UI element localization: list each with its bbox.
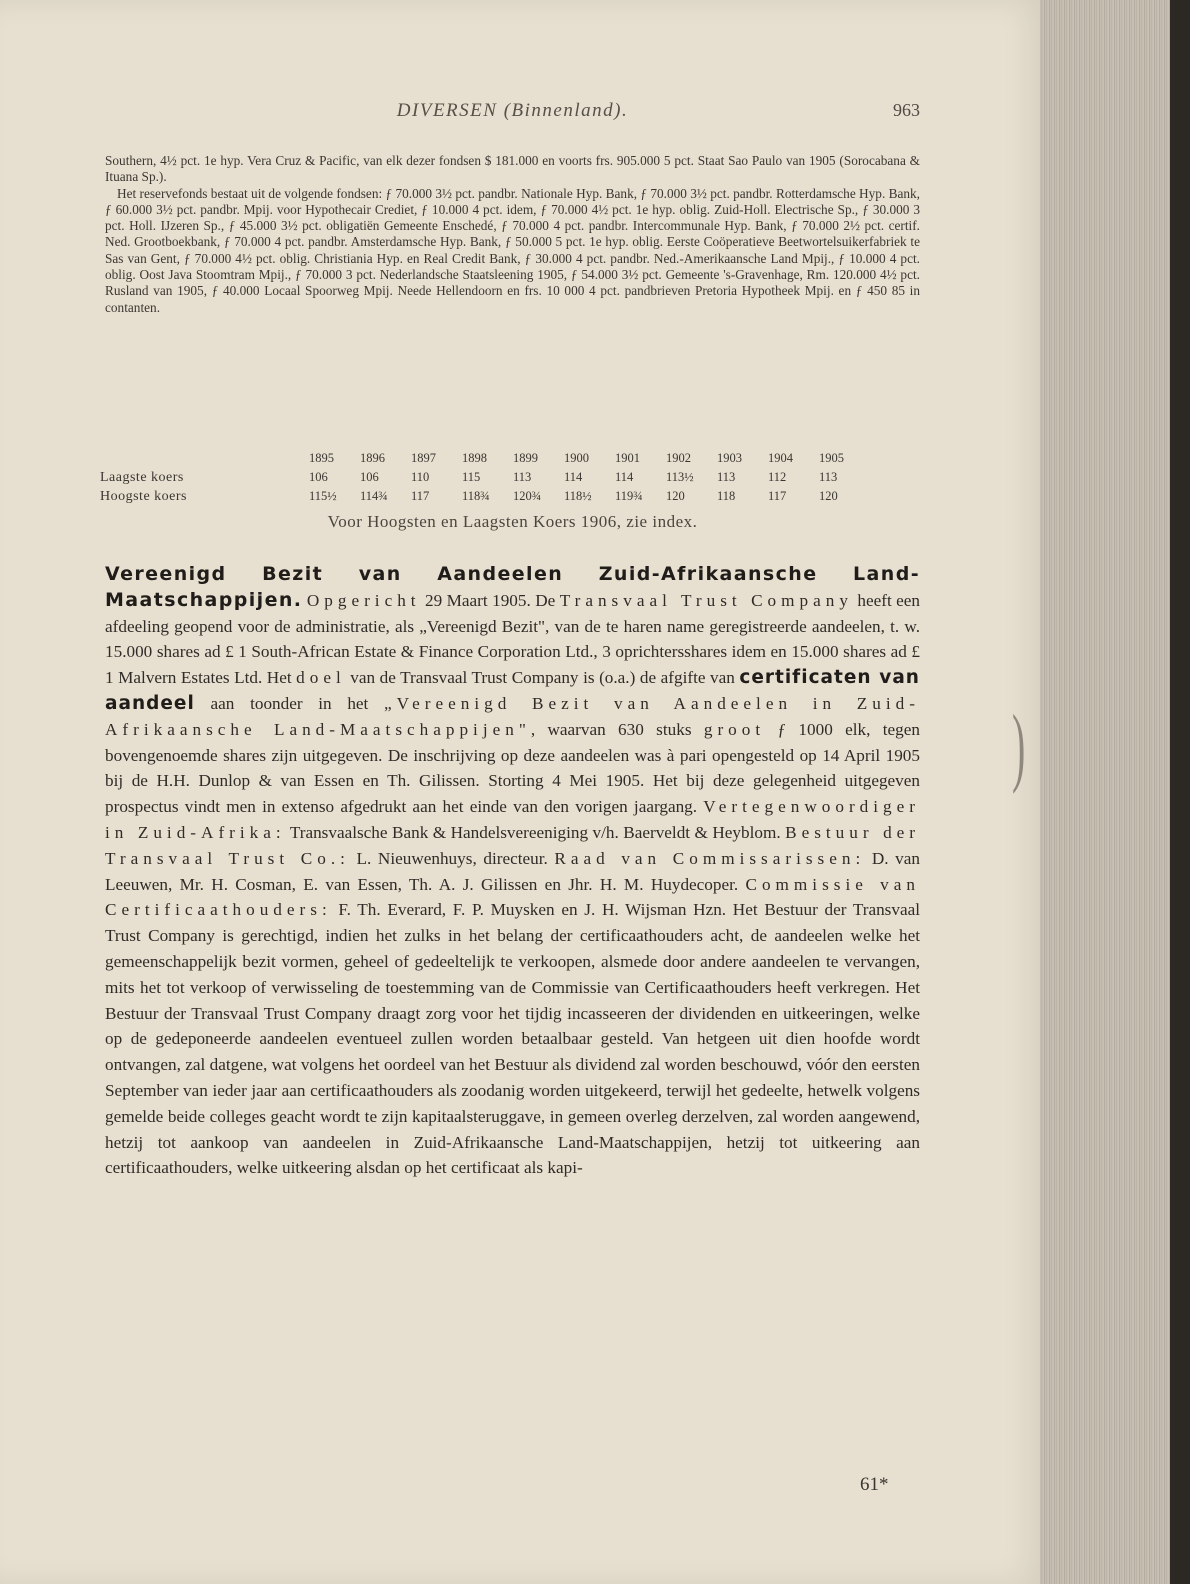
- row-label: Laagste koers: [100, 469, 184, 485]
- koers-value: 115: [462, 470, 481, 484]
- koers-value: 118: [717, 489, 736, 503]
- body-text: D. van Leeuwen, Mr. H. Cosman, E. van Essen, Th. A. J. Gilissen en Jhr. H. M. Huydecoper.: [105, 848, 920, 894]
- body-text: aan toonder in het: [194, 693, 385, 713]
- body-text: , waarvan 630 stuks: [530, 719, 704, 739]
- year-cell: 1903: [717, 451, 742, 465]
- year-cell: 1897: [411, 451, 436, 465]
- reserve-fund-section: [105, 153, 920, 316]
- koers-value: 119¾: [615, 489, 643, 503]
- koers-value: 106: [309, 470, 328, 484]
- laagste-koers-row: [100, 468, 870, 487]
- koers-value: 112: [768, 470, 787, 484]
- vertegenwoordiger-label: Vertegenwoordiger in Zuid-Afrika:: [105, 797, 920, 842]
- koers-value: 114¾: [360, 489, 388, 503]
- year-cell: 1902: [666, 451, 691, 465]
- koers-value: 120¾: [513, 489, 542, 503]
- koers-value: 120: [666, 489, 685, 503]
- year-cell: 1900: [564, 451, 589, 465]
- page-number: 963: [893, 100, 920, 120]
- doel-label: doel: [296, 668, 346, 688]
- koers-table: [100, 449, 870, 506]
- year-cell: 1898: [462, 451, 487, 465]
- koers-value: 117: [411, 489, 430, 503]
- koers-value: 114: [564, 470, 583, 484]
- trust-company-name: Transvaal Trust Company: [559, 590, 853, 610]
- koers-value: 110: [411, 470, 430, 484]
- body-text: heeft een afdeeling geopend voor de administratie, als „Vereenigd Bezit", van de te haren name geregistreerde aandeelen, t. w. 15.000 shares ad £ 1 South-African Estate & Finance Corporation Ltd., 3 oprichtersshares idem en 15.000 shares ad £ 1 Malvern Estates Ltd. Het: [105, 590, 921, 688]
- koers-value: 115½: [309, 489, 337, 503]
- koers-value: 114: [615, 470, 634, 484]
- hoogste-koers-row: [100, 487, 870, 506]
- koers-value: 117: [768, 489, 787, 503]
- bestuur-label: Bestuur der Transvaal Trust Co.:: [105, 822, 921, 868]
- koers-note: Voor Hoogsten en Laagsten Koers 1906, zie index.: [327, 512, 698, 531]
- koers-value: 113: [819, 470, 838, 484]
- book-cover-edge: [1170, 0, 1190, 1584]
- page-header: [105, 100, 920, 126]
- year-cell: 1905: [819, 451, 844, 465]
- running-head: DIVERSEN (Binnenland).: [396, 100, 629, 121]
- page-stack-edge: [1040, 0, 1190, 1584]
- body-text: 29 Maart 1905. De: [420, 590, 560, 610]
- intro-paragraph: Southern, 4½ pct. 1e hyp. Vera Cruz & Pacific, van elk dezer fondsen $ 181.000 en voorts frs. 905.000 5 pct. Staat Sao Paulo van 1905 (Sorocabana & Ituana Sp.).: [105, 153, 920, 185]
- year-header-blank: [100, 449, 309, 468]
- certificaten-label: certificaten van aandeel: [105, 667, 920, 714]
- raad-label: Raad van Commissarissen:: [554, 848, 866, 868]
- koers-value: 113: [717, 470, 736, 484]
- groot-label: groot: [703, 719, 766, 739]
- year-cell: 1904: [768, 451, 793, 465]
- body-text: van de Transvaal Trust Company is (o.a.) de afgifte van: [345, 668, 740, 688]
- body-text: Transvaalsche Bank & Handelsvereeniging v/h. Baerveldt & Heyblom.: [285, 822, 786, 842]
- body-text: ƒ 1000 elk, tegen bovengenoemde shares zijn uitgegeven. De inschrijving op deze aandeelen was à pari opengesteld op 14 April 1905 bij de H.H. Dunlop & van Essen en Th. Gilissen. Storting 4 Mei 1905. Het bij deze gelegenheid uitgegeven prospectus vindt men in extenso afgedrukt aan het einde van den vorigen jaargang.: [105, 719, 920, 817]
- body-text: F. Th. Everard, F. P. Muysken en J. H. Wijsman Hzn. Het Bestuur der Transvaal Trust Company is gerechtigd, indien het zulks in het belang der certificaathouders acht, de aandeelen welke het gemeenschappelijk bezit vormen, geheel of gedeeltelijk te verkoopen, alsmede door andere aandeelen te vervangen, mits het tot verkoop of verwisseling de toestemming van de Commissie van Certificaathouders heeft verkregen. Het Bestuur der Transvaal Trust Company draagt zorg voor het tijdig incasseeren der dividenden en uitkeeringen, welke op de gedeponeerde aandeelen eventueel zullen worden betaalbaar gesteld. Van hetgeen uit dien hoofde wordt ontvangen, zal datgene, wat volgens het oordeel van het Bestuur als dividend zal worden beschouwd, vóór den eersten September van ieder jaar aan certificaathouders als zoodanig worden uitgekeerd, terwijl het gedeelte, hetwelk volgens gemelde beide colleges geacht wordt te zijn kapitaalsteruggave, in gemeen overleg derzelven, zal worden aangewend, hetzij tot aankoop van aandeelen in Zuid-Afrikaansche Land-Maatschappijen, hetzij tot uitkeering aan certificaathouders, welke uitkeering alsdan op het certificaat als kapi-: [105, 900, 920, 1178]
- body-text: L. Nieuwenhuys, directeur.: [349, 848, 555, 868]
- year-cell: 1901: [615, 451, 640, 465]
- company-name: Vereenigd Bezit van Aandeelen Zuid-Afrikaansche Land-Maatschappijen.: [105, 563, 920, 611]
- year-cell: 1895: [309, 451, 334, 465]
- margin-bracket-mark: ): [1012, 696, 1026, 795]
- opgericht-label: Opgericht: [306, 590, 421, 610]
- reserve-fund-paragraph: Het reservefonds bestaat uit de volgende fondsen: ƒ 70.000 3½ pct. pandbr. Nationale Hyp. Bank, ƒ 70.000 3½ pct. pandbr. Rotterdamsche Hyp. Bank, ƒ 60.000 3½ pct. pandbr. Mpij. voor Hypothecair Crediet, ƒ 10.000 4 pct. idem, ƒ 70.000 4½ pct. 1e hyp. oblig. Zuid-Holl. Electrische Sp., ƒ 30.000 3 pct. Holl. IJzeren Sp., ƒ 45.000 3½ pct. obligatiën Gemeente Enschedé, ƒ 70.000 4 pct. pandbr. Intercommunale Hyp. Bank, ƒ 70.000 2½ pct. certif. Ned. Grootboekbank, ƒ 70.000 4 pct. pandbr. Amsterdamsche Hyp. Bank, ƒ 50.000 5 pct. 1e hyp. oblig. Eerste Coöperatieve Beetwortelsuikerfabriek te Sas van Gent, ƒ 70.000 4½ pct. oblig. Christiania Hyp. en Real Credit Bank, ƒ 30.000 4 pct. pandbr. Ned.-Amerikaansche Land Mpij., ƒ 10.000 4 pct. oblig. Oost Java Stoomtram Mpij., ƒ 70.000 3 pct. Nederlandsche Staatsleening 1905, ƒ 54.000 3½ pct. Gemeente 's-Gravenhage, Rm. 120.000 4½ pct. Rusland van 1905, ƒ 40.000 Locaal Spoorweg Mpij. Neede Hellendoorn en frs. 10 000 4 pct. pandbrieven Pretoria Hypotheek Mpij. en ƒ 450 85 in contanten.: [105, 185, 920, 315]
- koers-value: 118¾: [462, 489, 490, 503]
- koers-value: 106: [360, 470, 379, 484]
- signature-mark: 61*: [860, 1474, 889, 1495]
- commissie-label: Commissie van Certificaathouders:: [105, 874, 920, 920]
- company-entry: [105, 562, 920, 1181]
- row-label: Hoogste koers: [100, 488, 187, 504]
- koers-value: 118½: [564, 489, 592, 503]
- year-row: [100, 449, 870, 468]
- koers-value: 113½: [666, 470, 694, 484]
- koers-value: 120: [819, 489, 838, 503]
- year-cell: 1899: [513, 451, 538, 465]
- year-cell: 1896: [360, 451, 385, 465]
- koers-value: 113: [513, 470, 532, 484]
- vereenigd-bezit-title: „Vereenigd Bezit van Aandeelen in Zuid-Afrikaansche Land-Maatschappijen": [105, 693, 920, 739]
